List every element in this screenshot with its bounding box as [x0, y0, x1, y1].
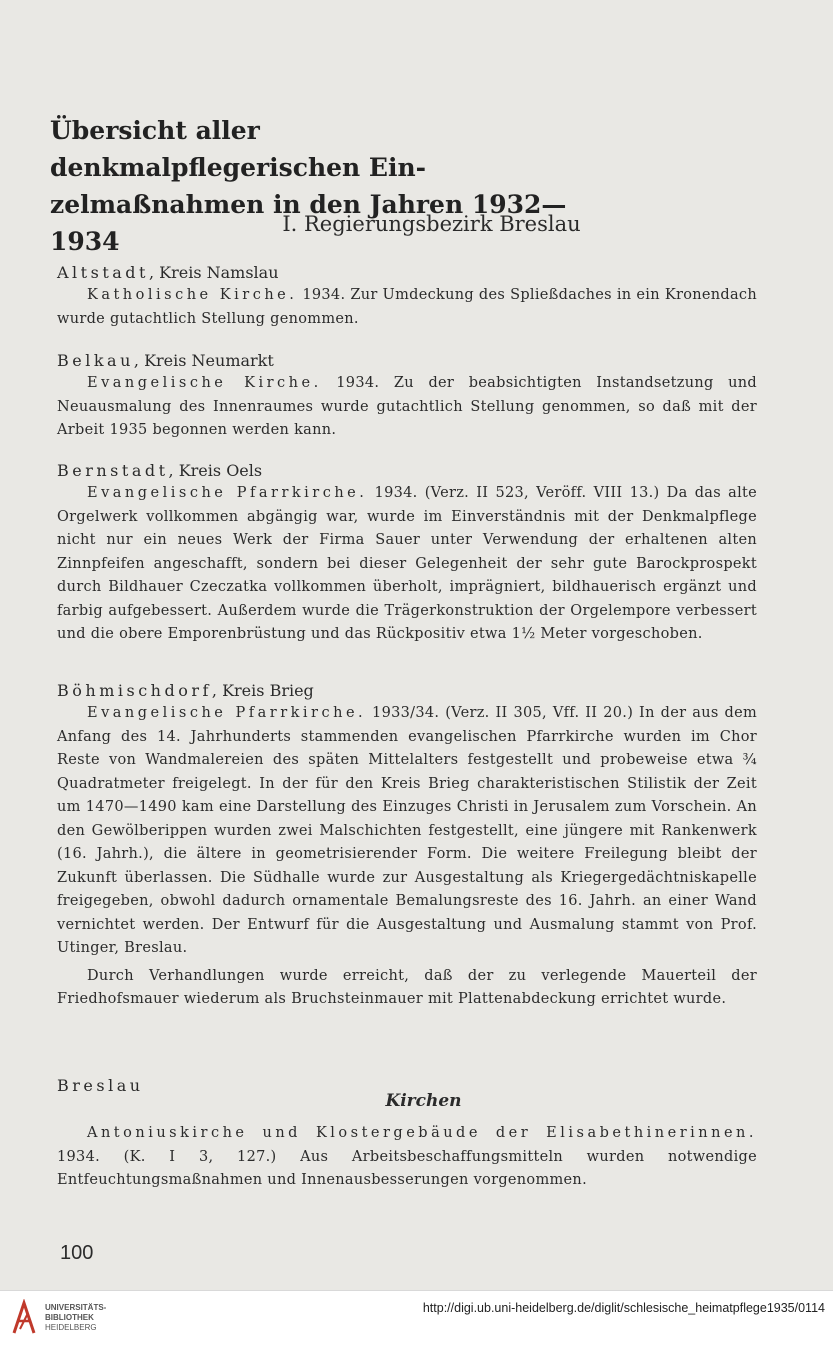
district-name: , Kreis Oels [168, 461, 263, 480]
place-name: Bernstadt [57, 461, 169, 480]
institution-line: UNIVERSITÄTS- [45, 1303, 107, 1312]
district-name: , Kreis Brieg [211, 681, 314, 700]
entry-text [57, 482, 757, 647]
entry-body: 1934. (K. I 3, 127.) Aus Arbeitsbeschaffungsmitteln wurden notwendige Entfeuchtungsmaßnahmen und Innenausbesserungen vorgenommen. [57, 1148, 757, 1188]
entry-text [57, 284, 757, 331]
entry-boehmischdorf [57, 680, 757, 1012]
entry-belkau [57, 350, 757, 443]
entry-heading [57, 350, 757, 372]
region-heading: I. Regierungsbezirk Breslau [282, 212, 581, 236]
place-name: Altstadt [57, 263, 149, 282]
entry-altstadt [57, 262, 757, 331]
entry-text [57, 702, 757, 961]
object-name: Antoniuskirche und Klostergebäude der Elisabethinerinnen. [87, 1125, 757, 1141]
entry-breslau [57, 1122, 757, 1193]
place-name: Breslau [57, 1076, 144, 1095]
district-name: , Kreis Neumarkt [133, 351, 274, 370]
page-number: 100 [60, 1242, 94, 1264]
section-subheading: Kirchen [385, 1091, 462, 1111]
entry-heading [57, 262, 757, 284]
object-name: Evangelische Pfarrkirche. [87, 705, 367, 721]
object-name: Katholische Kirche. [87, 287, 298, 303]
source-url-link[interactable]: http://digi.ub.uni-heidelberg.de/diglit/schlesische_heimatpflege1935/0114 [422, 1301, 825, 1315]
entry-text [57, 1122, 757, 1193]
district-name: , Kreis Namslau [148, 263, 279, 282]
object-name: Evangelische Kirche. [87, 375, 322, 391]
entry-bernstadt [57, 460, 757, 647]
entry-text [57, 372, 757, 443]
entry-body: 1934. Zur Umdeckung des Spließdaches in ein Kronendach wurde gutachtlich Stellung genommen. [57, 287, 757, 327]
institution-name [45, 1303, 106, 1333]
entry-heading [57, 460, 757, 482]
footer-bar [0, 1290, 833, 1349]
entry-heading [57, 680, 757, 702]
place-name: Böhmischdorf [57, 681, 212, 700]
object-name: Evangelische Pfarrkirche. [87, 485, 368, 501]
institution-line: HEIDELBERG [45, 1323, 97, 1332]
entry-body: 1934. (Verz. II 523, Veröff. VIII 13.) Da das alte Orgelwerk vollkommen abgängig war, wurde im Einverständnis mit der Denkmalpflege nicht nur ein neues Werk der Firma Sauer unter Verwendung der erhaltenen alten Zinnpfeifen angeschafft, sondern bei dieser Gelegenheit der sehr gute Barockprospekt durch Bildhauer Czeczatka vollkommen überholt, imprägniert, bildhauerisch ergänzt und farbig aufgebessert. Außerdem wurde die Trägerkonstruktion der Orgelempore verbessert und die obere Emporenbrüstung und das Rückpositiv etwa 1½ Meter vorgeschoben. [57, 485, 758, 642]
ub-heidelberg-logo-icon[interactable] [10, 1299, 38, 1337]
entry-text-continued: Durch Verhandlungen wurde erreicht, daß der zu verlegende Mauerteil der Friedhofsmauer wiederum als Bruchsteinmauer mit Plattenabdeckung errichtet wurde. [57, 967, 757, 1007]
page-title: Übersicht aller denkmalpflegerischen Ein-zelmaßnahmen in den Jahren 1932—1934 [50, 116, 567, 256]
entry-body: 1934. Zu der beabsichtigten Instandsetzung und Neuausmalung des Innenraumes wurde gutachtlich Stellung genommen, so daß mit der Arbeit 1935 begonnen werden kann. [57, 375, 757, 438]
place-name: Belkau [57, 351, 134, 370]
institution-line: BIBLIOTHEK [45, 1313, 94, 1322]
entry-body: 1933/34. (Verz. II 305, Vff. II 20.) In der aus dem Anfang des 14. Jahrhunderts stammenden evangelischen Pfarrkirche wurden im Chor Reste von Wandmalereien des späten Mittelalters festgestellt und probeweise etwa ¾ Quadratmeter freigelegt. In der für den Kreis Brieg charakteristischen Stilistik der Zeit um 1470—1490 kam eine Darstellung des Einzuges Christi in Jerusalem zum Vorschein. An den Gewölberippen wurden zwei Malschichten festgestellt, eine jüngere mit Rankenwerk (16. Jahrh.), die ältere in geometrisierender Form. Die weitere Freilegung bleibt der Zukunft überlassen. Die Südhalle wurde zur Ausgestaltung als Kriegergedächtniskapelle freigegeben, obwohl dadurch ornamentale Bemalungsreste des 16. Jahrh. an einer Wand vernichtet werden. Der Entwurf für die Ausgestaltung und Ausmalung stammt von Prof. Utinger, Breslau. [57, 705, 757, 956]
